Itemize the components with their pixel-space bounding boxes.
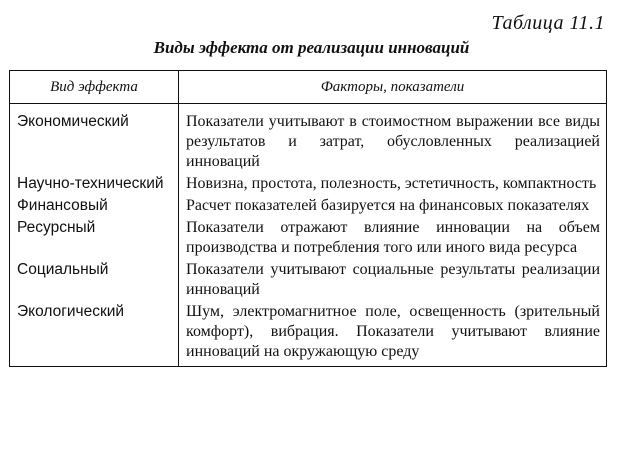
table-row (10, 302, 607, 367)
table-number: Таблица 11.1 (491, 12, 605, 34)
effect-type-cell: Финансовый (10, 196, 179, 218)
table-row (10, 260, 607, 302)
effect-description-cell: Показатели учитывают в стоимостном выражении все виды результатов и затрат, обусловленных реализацией инноваций (179, 104, 607, 175)
table-header-row (10, 71, 607, 104)
effect-description-cell: Расчет показателей базируется на финансовых показателях (179, 196, 607, 218)
effect-description-cell: Показатели учитывают социальные результаты реализации инноваций (179, 260, 607, 302)
effect-description-cell: Новизна, простота, полезность, эстетичность, компактность (179, 174, 607, 196)
effect-description-cell: Показатели отражают влияние инновации на объем производства и потребления того или иного вида ресурса (179, 218, 607, 260)
effect-type-cell: Ресурсный (10, 218, 179, 260)
table-row (10, 104, 607, 175)
effect-type-cell: Научно-технический (10, 174, 179, 196)
effect-type-cell: Экологический (10, 302, 179, 367)
effects-table (9, 70, 607, 367)
column-header-effect-type: Вид эффекта (10, 71, 179, 104)
effect-type-cell: Экономический (10, 104, 179, 175)
effect-type-cell: Социальный (10, 260, 179, 302)
table-row (10, 196, 607, 218)
table-row (10, 174, 607, 196)
column-header-factors: Факторы, показатели (179, 71, 607, 104)
table-caption: Виды эффекта от реализации инноваций (153, 38, 470, 57)
table-row (10, 218, 607, 260)
effect-description-cell: Шум, электромагнитное поле, освещенность (зрительный комфорт), вибрация. Показатели учитывают влияние инноваций на окружающую среду (179, 302, 607, 367)
